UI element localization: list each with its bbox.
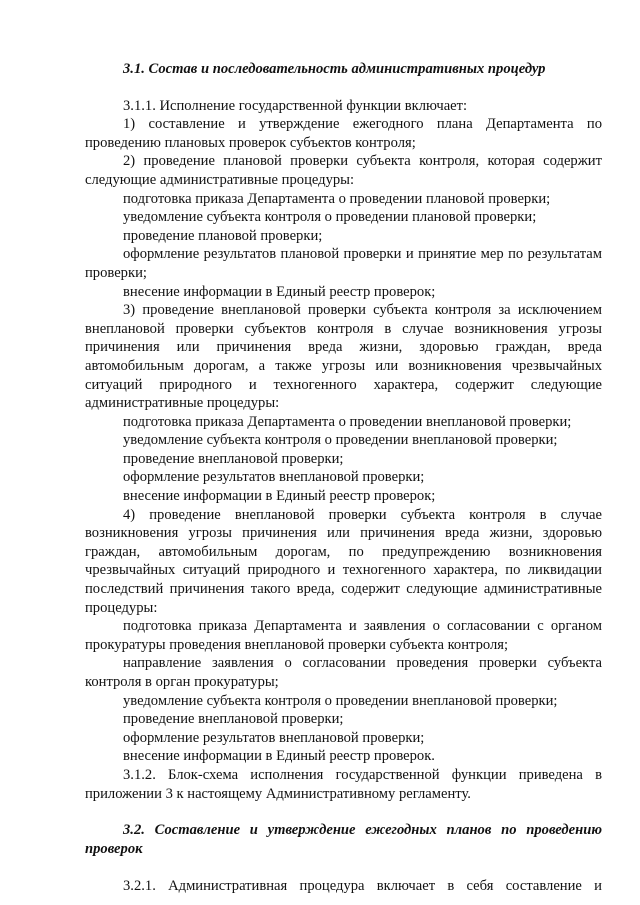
document-page bbox=[85, 60, 602, 896]
paragraph: внесение информации в Единый реестр проверок; bbox=[123, 283, 436, 300]
paragraph: подготовка приказа Департамента о проведении плановой проверки; bbox=[123, 190, 551, 207]
section-heading-3-2: 3.2. Составление и утверждение ежегодных планов по проведению проверок bbox=[85, 822, 602, 857]
paragraph: 1) составление и утверждение ежегодного плана Департамента по проведению плановых проверок субъектов контроля; bbox=[85, 116, 602, 151]
paragraph: проведение плановой проверки; bbox=[123, 227, 323, 244]
paragraph: 3.1.1. Исполнение государственной функции включает: bbox=[123, 97, 468, 114]
paragraph: подготовка приказа Департамента о проведении внеплановой проверки; bbox=[123, 413, 572, 430]
paragraph: внесение информации в Единый реестр проверок; bbox=[123, 488, 436, 505]
paragraph: проведение внеплановой проверки; bbox=[123, 450, 344, 467]
paragraph: 4) проведение внеплановой проверки субъекта контроля в случае возникновения угрозы причинения или причинения вреда жизни, здоровью граждан, автомобильным дорогам, по предупреждению возникновения чрезвычайных ситуаций природного и техногенного характера, по ликвидации последствий причинения такого вреда, содержит следующие административные процедуры: bbox=[85, 506, 602, 616]
paragraph: уведомление субъекта контроля о проведении внеплановой проверки; bbox=[123, 692, 558, 709]
paragraph: направление заявления о согласовании проведения проверки субъекта контроля в орган прокуратуры; bbox=[85, 655, 602, 690]
paragraph: 3) проведение внеплановой проверки субъекта контроля за исключением внеплановой проверки субъектов контроля в случае возникновения угрозы причинения или причинения вреда жизни, здоровью граждан, вреда автомобильным дорогам, а также угрозы или возникновения чрезвычайных ситуаций природного и техногенного характера, содержит следующие административные процедуры: bbox=[85, 302, 602, 412]
section-heading-3-1: 3.1. Состав и последовательность административных процедур bbox=[123, 61, 546, 77]
paragraph: проведение внеплановой проверки; bbox=[123, 711, 344, 728]
paragraph: уведомление субъекта контроля о проведении плановой проверки; bbox=[123, 209, 537, 226]
paragraph: оформление результатов внеплановой проверки; bbox=[123, 469, 425, 486]
paragraph: 2) проведение плановой проверки субъекта контроля, которая содержит следующие административные процедуры: bbox=[85, 153, 602, 188]
paragraph: подготовка приказа Департамента и заявления о согласовании с органом прокуратуры проведения внеплановой проверки субъекта контроля; bbox=[85, 618, 602, 653]
paragraph: 3.2.1. Административная процедура включает в себя составление и bbox=[123, 878, 602, 895]
paragraph: уведомление субъекта контроля о проведении внеплановой проверки; bbox=[123, 432, 558, 449]
paragraph: внесение информации в Единый реестр проверок. bbox=[123, 748, 435, 765]
paragraph: оформление результатов внеплановой проверки; bbox=[123, 729, 425, 746]
paragraph: оформление результатов плановой проверки и принятие мер по результатам проверки; bbox=[85, 246, 602, 281]
paragraph: 3.1.2. Блок-схема исполнения государственной функции приведена в приложении 3 к настоящему Административному регламенту. bbox=[85, 766, 602, 802]
